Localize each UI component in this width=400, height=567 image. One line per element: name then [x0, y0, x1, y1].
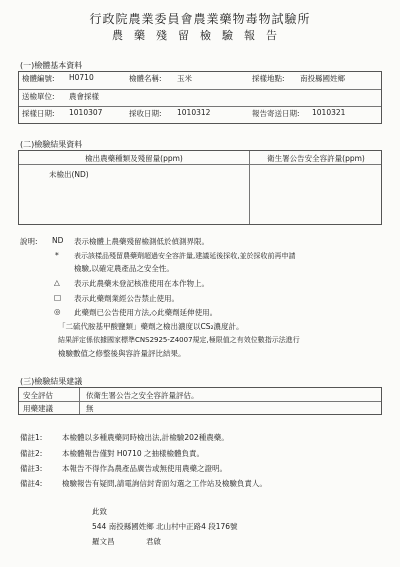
note-2: 表示該樣品殘留農藥劑超過安全容許量,建議延後採收,並於採收前再申請 — [74, 252, 296, 260]
note-sym-2: * — [55, 251, 59, 260]
recipient-name: 羅文昌 — [92, 537, 115, 546]
remark-1: 本檢體以多種農藥同時檢出法,計檢驗202種農藥。 — [62, 433, 229, 442]
harvest-date: 1010312 — [177, 108, 211, 117]
sample-location: 南投縣國姓鄉 — [300, 74, 345, 83]
sample-info-row-2: 送檢單位: 農會採樣 — [19, 89, 381, 107]
sampling-date: 1010307 — [69, 108, 103, 117]
remark-4: 檢驗報告有疑問,請電詢信封背面勾選之工作站及檢驗負責人。 — [62, 479, 267, 488]
remark-2-label: 備註2: — [20, 449, 43, 458]
notes-lead: 說明: — [20, 237, 38, 246]
note-sym-5: ◎ — [54, 307, 61, 316]
sample-info-table — [18, 71, 382, 124]
remark-3: 本報告不得作為農產品廣告或無使用農藥之證明。 — [62, 464, 227, 473]
note-2b: 檢驗,以確定農產品之安全性。 — [74, 264, 174, 273]
section3-label: (三)檢驗結果建議 — [20, 377, 83, 386]
note-5: 此藥劑已公告使用方法,◇此藥劑延伸使用。 — [74, 308, 218, 317]
col-pesticide-header: 檢出農藥種類及殘留量(ppm) — [85, 154, 183, 163]
note-extra-3: 檢驗數值之修整後與容許量評比結果。 — [58, 349, 186, 358]
section1-label: (一)檢體基本資料 — [20, 61, 83, 70]
results-table — [18, 150, 382, 225]
note-sym-1: ND — [52, 236, 64, 245]
result-value: 未檢出(ND) — [49, 170, 89, 179]
sample-no: H0710 — [69, 73, 94, 82]
safety-eval-value: 依衛生署公告之安全容許量評估。 — [86, 391, 199, 400]
note-3: 表示此農藥未登記核准使用在本作物上。 — [74, 279, 209, 288]
recipient-address: 544 南投縣國姓鄉 北山村中正路4 段176號 — [92, 522, 238, 531]
safety-eval-label: 安全評估 — [23, 391, 53, 400]
sample-name: 玉米 — [177, 74, 192, 83]
usage-advice-value: 無 — [86, 404, 94, 413]
note-1: 表示檢體上農藥殘留檢測低於偵測界限。 — [74, 237, 209, 246]
remark-4-label: 備註4: — [20, 479, 43, 488]
note-sym-3: △ — [54, 278, 60, 287]
sample-info-row-1: 檢體編號: H0710 檢體名稱: 玉米 採樣地點: 南投縣國姓鄉 — [22, 73, 345, 83]
section2-label: (二)檢驗結果資料 — [20, 140, 83, 149]
report-date: 1010321 — [312, 108, 346, 117]
usage-advice-label: 用藥建議 — [23, 404, 53, 413]
note-sym-4: □ — [54, 293, 62, 302]
note-4: 表示此藥劑業經公告禁止使用。 — [74, 294, 179, 303]
report-title: 農藥殘留檢驗報告 — [112, 29, 288, 42]
closing: 君啟 — [146, 537, 161, 546]
note-extra-1: 「二硫代胺基甲酸鹽類」藥劑之檢出濃度以CS₂濃度計。 — [58, 322, 244, 331]
recommendation-table — [18, 387, 382, 415]
sample-info-row-3: 採樣日期: 1010307 採收日期: 1010312 報告寄送日期: 1010321 — [19, 106, 381, 124]
remark-3-label: 備註3: — [20, 464, 43, 473]
remark-2: 本檢體報告僅對 H0710 之抽樣檢體負責。 — [62, 449, 204, 458]
col-tolerance-header: 衛生署公告安全容許量(ppm) — [267, 154, 365, 163]
organization-name: 行政院農業委員會農業藥物毒物試驗所 — [89, 12, 311, 26]
salutation: 此致 — [92, 507, 107, 516]
note-extra-2: 結果評定係依據國家標準CNS2925-Z4007規定,極限值之有效位數指示法進行 — [58, 336, 300, 344]
submitting-unit: 農會採樣 — [69, 92, 99, 101]
remark-1-label: 備註1: — [20, 433, 43, 442]
